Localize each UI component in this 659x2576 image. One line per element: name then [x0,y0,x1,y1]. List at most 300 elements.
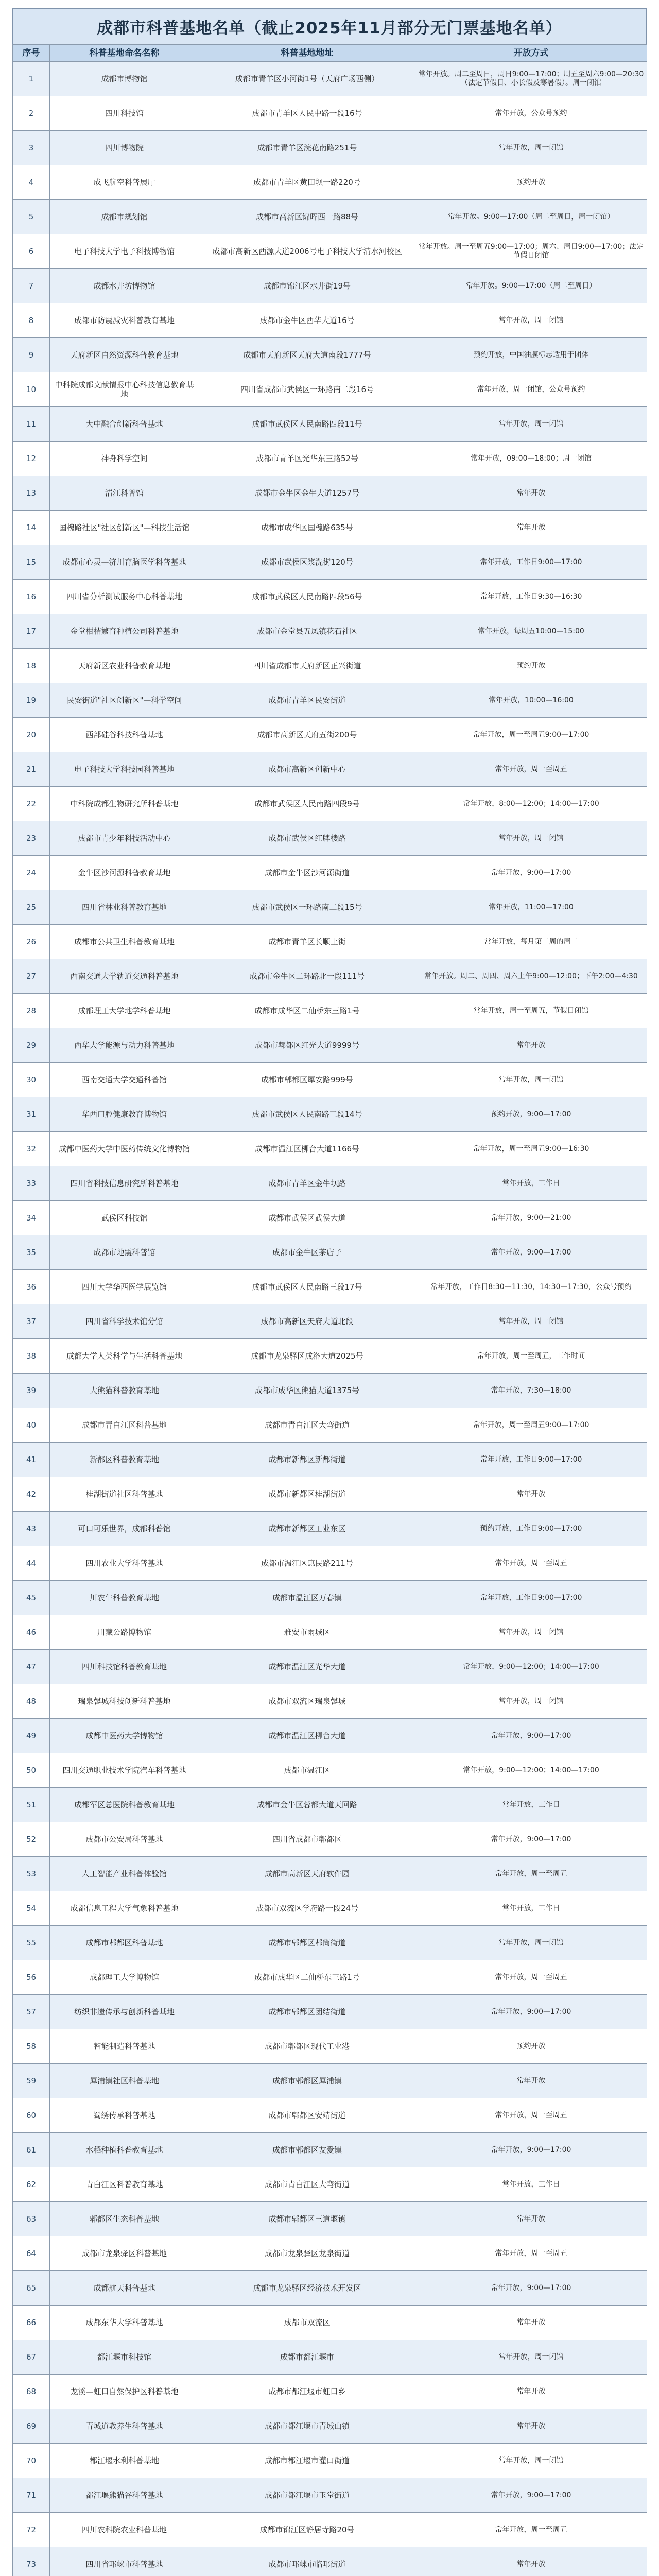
cell-address: 四川省成都市天府新区正兴街道 [199,649,415,683]
cell-opening-hours: 常年开放，工作日 [415,1891,647,1926]
table-row [13,1684,647,1719]
cell-address: 成都市龙泉驿区龙泉街道 [199,2236,415,2271]
cell-opening-hours: 常年开放 [415,2409,647,2444]
cell-opening-hours: 常年开放，周一至周五9:00—17:00 [415,1408,647,1443]
cell-index: 1 [13,62,50,96]
cell-index: 34 [13,1201,50,1235]
cell-base-name: 犀浦镇社区科普基地 [50,2064,199,2098]
table-row [13,1891,647,1926]
cell-address: 成都市锦江区水井街19号 [199,269,415,303]
cell-address: 四川省成都市武侯区一环路南二段16号 [199,372,415,407]
cell-base-name: 新都区科普教育基地 [50,1443,199,1477]
cell-opening-hours: 常年开放，10:00—16:00 [415,683,647,718]
table-row [13,2478,647,2513]
cell-opening-hours: 常年开放，工作日 [415,2167,647,2202]
cell-index: 9 [13,338,50,372]
cell-address: 成都市龙泉驿区经济技术开发区 [199,2271,415,2306]
table-row [13,1028,647,1063]
cell-base-name: 成都市博物馆 [50,62,199,96]
cell-base-name: 金堂柑桔繁育种植公司科普基地 [50,614,199,649]
cell-base-name: 四川农科院农业科普基地 [50,2513,199,2547]
cell-index: 22 [13,787,50,821]
table-body [13,62,647,2576]
cell-index: 58 [13,2029,50,2064]
cell-index: 70 [13,2444,50,2478]
cell-index: 45 [13,1581,50,1615]
cell-index: 8 [13,303,50,338]
cell-index: 14 [13,511,50,545]
cell-opening-hours: 常年开放，9:00—17:00 [415,2271,647,2306]
table-row [13,476,647,511]
cell-base-name: 四川省分析测试服务中心科普基地 [50,580,199,614]
table-row [13,2271,647,2306]
table-row [13,165,647,200]
cell-base-name: 成都市公安局科普基地 [50,1822,199,1857]
cell-address: 成都市青羊区金牛坝路 [199,1166,415,1201]
cell-index: 73 [13,2547,50,2576]
table-row [13,2444,647,2478]
cell-address: 成都市武侯区人民南路三段17号 [199,1270,415,1304]
cell-base-name: 神舟科学空间 [50,442,199,476]
cell-opening-hours: 常年开放，9:00—12:00；14:00—17:00 [415,1650,647,1684]
table-row [13,1960,647,1995]
table-row [13,2236,647,2271]
cell-opening-hours: 常年开放 [415,2375,647,2409]
table-row [13,1650,647,1684]
cell-index: 10 [13,372,50,407]
cell-address: 成都市武侯区人民南路四段11号 [199,407,415,442]
cell-opening-hours: 常年开放 [415,511,647,545]
cell-opening-hours: 常年开放，周一闭馆 [415,407,647,442]
table-row [13,200,647,234]
cell-index: 18 [13,649,50,683]
cell-opening-hours: 常年开放。周二至周日，周日9:00—17:00；周五至周六9:00—20:30（法定节假日、小长假及寒暑假）。周一闭馆 [415,62,647,96]
cell-opening-hours: 常年开放，工作日9:00—17:00 [415,545,647,580]
title-banner [12,8,647,44]
table-row [13,1546,647,1581]
cell-opening-hours: 常年开放，周一至周五，工作时间 [415,1339,647,1374]
cell-index: 43 [13,1512,50,1546]
table-row [13,649,647,683]
cell-index: 15 [13,545,50,580]
cell-address: 成都市武侯区红牌楼路 [199,821,415,856]
cell-base-name: 武侯区科技馆 [50,1201,199,1235]
cell-opening-hours: 常年开放，周一闭馆 [415,303,647,338]
table-row [13,234,647,269]
cell-base-name: 华西口腔健康教育博物馆 [50,1097,199,1132]
cell-address: 成都市双流区学府路一段24号 [199,1891,415,1926]
table-row [13,1926,647,1960]
cell-base-name: 金牛区沙河源科普教育基地 [50,856,199,890]
cell-base-name: 川藏公路博物馆 [50,1615,199,1650]
cell-index: 6 [13,234,50,269]
cell-opening-hours: 常年开放，周一闭馆 [415,131,647,165]
cell-base-name: 西南交通大学交通科普馆 [50,1063,199,1097]
cell-address: 成都市邛崃市临邛街道 [199,2547,415,2576]
cell-opening-hours: 常年开放 [415,1028,647,1063]
cell-address: 成都市新都区新都街道 [199,1443,415,1477]
table-row [13,511,647,545]
table-row [13,1201,647,1235]
cell-address: 成都市金牛区沙河源街道 [199,856,415,890]
cell-index: 47 [13,1650,50,1684]
header-base-name: 科普基地命名名称 [50,45,199,62]
cell-opening-hours: 常年开放。周二、周四、周六上午9:00—12:00；下午2:00—4:30 [415,959,647,994]
table-row [13,269,647,303]
cell-index: 65 [13,2271,50,2306]
cell-opening-hours: 常年开放，周一闭馆，公众号预约 [415,372,647,407]
cell-address: 成都市金牛区茶店子 [199,1235,415,1270]
cell-index: 49 [13,1719,50,1753]
table-header-row [13,45,647,62]
cell-opening-hours: 常年开放，09:00—18:00；周一闭馆 [415,442,647,476]
cell-address: 成都市青羊区民安街道 [199,683,415,718]
cell-index: 60 [13,2098,50,2133]
cell-address: 成都市龙泉驿区成洛大道2025号 [199,1339,415,1374]
cell-address: 四川省成都市郫都区 [199,1822,415,1857]
cell-index: 29 [13,1028,50,1063]
table-row [13,718,647,752]
table-row [13,372,647,407]
table-row [13,890,647,925]
cell-opening-hours: 常年开放，9:00—21:00 [415,1201,647,1235]
header-address: 科普基地地址 [199,45,415,62]
cell-index: 54 [13,1891,50,1926]
table-row [13,1788,647,1822]
cell-base-name: 智能制造科普基地 [50,2029,199,2064]
cell-address: 成都市都江堰市青城山镇 [199,2409,415,2444]
science-base-table [12,44,647,2576]
cell-index: 7 [13,269,50,303]
cell-address: 成都市新都区工业东区 [199,1512,415,1546]
cell-opening-hours: 常年开放，公众号预约 [415,96,647,131]
cell-address: 成都市温江区光华大道 [199,1650,415,1684]
cell-opening-hours: 常年开放，周一至周五9:00—16:30 [415,1132,647,1166]
cell-opening-hours: 常年开放，周一至周五，节假日闭馆 [415,994,647,1028]
cell-address: 成都市新都区桂湖街道 [199,1477,415,1512]
cell-index: 3 [13,131,50,165]
cell-address: 成都市温江区万春镇 [199,1581,415,1615]
cell-base-name: 桂湖街道社区科普基地 [50,1477,199,1512]
cell-index: 37 [13,1304,50,1339]
cell-index: 68 [13,2375,50,2409]
cell-base-name: 成都中医药大学博物馆 [50,1719,199,1753]
cell-index: 13 [13,476,50,511]
cell-opening-hours: 常年开放，工作日9:00—17:00 [415,1443,647,1477]
cell-opening-hours: 常年开放，周一至周五 [415,2098,647,2133]
cell-index: 20 [13,718,50,752]
cell-address: 雅安市雨城区 [199,1615,415,1650]
cell-address: 成都市成华区二仙桥东三路1号 [199,994,415,1028]
cell-base-name: 成都市公共卫生科普教育基地 [50,925,199,959]
cell-address: 成都市温江区柳台大道1166号 [199,1132,415,1166]
cell-index: 38 [13,1339,50,1374]
cell-index: 26 [13,925,50,959]
cell-opening-hours: 预约开放 [415,165,647,200]
cell-index: 42 [13,1477,50,1512]
table-row [13,1581,647,1615]
cell-base-name: 大熊猫科普教育基地 [50,1374,199,1408]
cell-base-name: 西华大学能源与动力科普基地 [50,1028,199,1063]
cell-opening-hours: 常年开放，周一闭馆 [415,1684,647,1719]
cell-index: 48 [13,1684,50,1719]
table-row [13,1408,647,1443]
cell-base-name: 西南交通大学轨道交通科普基地 [50,959,199,994]
table-row [13,1995,647,2029]
table-row [13,62,647,96]
table-row [13,2202,647,2236]
header-opening: 开放方式 [415,45,647,62]
cell-address: 成都市都江堰市玉堂街道 [199,2478,415,2513]
table-row [13,1443,647,1477]
cell-opening-hours: 常年开放，9:00—17:00 [415,1235,647,1270]
cell-index: 46 [13,1615,50,1650]
table-row [13,2098,647,2133]
cell-address: 成都市郫都区郫筒街道 [199,1926,415,1960]
table-row [13,1063,647,1097]
table-row [13,925,647,959]
cell-index: 12 [13,442,50,476]
table-row [13,96,647,131]
cell-index: 41 [13,1443,50,1477]
cell-opening-hours: 预约开放，工作日9:00—17:00 [415,1512,647,1546]
cell-address: 成都市都江堰市灌口街道 [199,2444,415,2478]
cell-opening-hours: 常年开放，周一闭馆 [415,1063,647,1097]
table-row [13,2375,647,2409]
cell-base-name: 成都市龙泉驿区科普基地 [50,2236,199,2271]
cell-base-name: 成都理工大学博物馆 [50,1960,199,1995]
table-row [13,1235,647,1270]
cell-base-name: 四川交通职业技术学院汽车科普基地 [50,1753,199,1788]
table-row [13,2167,647,2202]
table-row [13,1304,647,1339]
cell-base-name: 成都理工大学地学科普基地 [50,994,199,1028]
cell-opening-hours: 常年开放，周一至周五 [415,1960,647,1995]
cell-address: 成都市郫都区犀安路999号 [199,1063,415,1097]
cell-opening-hours: 常年开放，工作日9:30—16:30 [415,580,647,614]
cell-index: 33 [13,1166,50,1201]
table-row [13,1477,647,1512]
table-row [13,131,647,165]
cell-index: 44 [13,1546,50,1581]
cell-address: 成都市成华区熊猫大道1375号 [199,1374,415,1408]
cell-index: 39 [13,1374,50,1408]
cell-index: 53 [13,1857,50,1891]
cell-base-name: 国槐路社区"社区创新区"—科技生活馆 [50,511,199,545]
cell-base-name: 大中融合创新科普基地 [50,407,199,442]
cell-address: 成都市金牛区蓉都大道天回路 [199,1788,415,1822]
cell-base-name: 成都市青白江区科普基地 [50,1408,199,1443]
table-row [13,2409,647,2444]
cell-opening-hours: 常年开放，周一闭馆 [415,2340,647,2375]
table-row [13,1857,647,1891]
cell-base-name: 四川省科技信息研究所科普基地 [50,1166,199,1201]
cell-address: 成都市高新区天府五街200号 [199,718,415,752]
cell-address: 成都市金牛区金牛大道1257号 [199,476,415,511]
cell-opening-hours: 常年开放，每月第二周的周二 [415,925,647,959]
cell-address: 成都市郫都区现代工业港 [199,2029,415,2064]
cell-base-name: 电子科技大学电子科技博物馆 [50,234,199,269]
table-row [13,1339,647,1374]
header-index: 序号 [13,45,50,62]
cell-index: 5 [13,200,50,234]
cell-opening-hours: 常年开放，周一闭馆 [415,1926,647,1960]
cell-base-name: 都江堰市科技馆 [50,2340,199,2375]
cell-index: 30 [13,1063,50,1097]
cell-index: 51 [13,1788,50,1822]
cell-opening-hours: 常年开放，工作日 [415,1166,647,1201]
cell-base-name: 水稻种植科普教育基地 [50,2133,199,2167]
cell-index: 66 [13,2306,50,2340]
cell-opening-hours: 常年开放，9:00—12:00；14:00—17:00 [415,1753,647,1788]
cell-address: 成都市武侯区浆洗街120号 [199,545,415,580]
cell-index: 72 [13,2513,50,2547]
cell-opening-hours: 常年开放，周一闭馆 [415,1304,647,1339]
table-row [13,787,647,821]
cell-base-name: 四川大学华西医学展览馆 [50,1270,199,1304]
cell-opening-hours: 常年开放 [415,2064,647,2098]
cell-opening-hours: 常年开放，周一至周五 [415,2236,647,2271]
cell-opening-hours: 常年开放，工作日 [415,1788,647,1822]
cell-base-name: 成都水井坊博物馆 [50,269,199,303]
cell-opening-hours: 预约开放 [415,649,647,683]
cell-address: 成都市双流区瑞泉馨城 [199,1684,415,1719]
cell-base-name: 纺织非遗传承与创新科普基地 [50,1995,199,2029]
cell-opening-hours: 常年开放，周一闭馆 [415,821,647,856]
cell-index: 61 [13,2133,50,2167]
cell-address: 成都市成华区二仙桥东三路1号 [199,1960,415,1995]
table-row [13,338,647,372]
cell-address: 成都市青羊区小河街1号（天府广场西侧） [199,62,415,96]
cell-address: 成都市温江区惠民路211号 [199,1546,415,1581]
table-row [13,2547,647,2576]
cell-index: 11 [13,407,50,442]
cell-opening-hours: 常年开放 [415,2547,647,2576]
cell-address: 成都市青羊区光华东三路52号 [199,442,415,476]
cell-opening-hours: 常年开放，9:00—17:00 [415,1719,647,1753]
cell-opening-hours: 常年开放 [415,2202,647,2236]
cell-address: 成都市高新区天府大道北段 [199,1304,415,1339]
cell-address: 成都市双流区 [199,2306,415,2340]
cell-base-name: 成都信息工程大学气象科普基地 [50,1891,199,1926]
cell-address: 成都市武侯区人民南路三段14号 [199,1097,415,1132]
cell-address: 成都市武侯区武侯大道 [199,1201,415,1235]
cell-opening-hours: 常年开放，工作日8:30—11:30，14:30—17:30，公众号预约 [415,1270,647,1304]
cell-base-name: 都江堰水利科普基地 [50,2444,199,2478]
table-row [13,821,647,856]
cell-opening-hours: 常年开放 [415,2306,647,2340]
cell-opening-hours: 常年开放。9:00—17:00（周二至周日，周一闭馆） [415,200,647,234]
table-row [13,959,647,994]
table-row [13,2340,647,2375]
cell-address: 成都市金牛区二环路北一段111号 [199,959,415,994]
cell-base-name: 蜀绣传承科普基地 [50,2098,199,2133]
cell-address: 成都市天府新区天府大道南段1777号 [199,338,415,372]
table-row [13,2133,647,2167]
cell-base-name: 瑞泉馨城科技创新科普基地 [50,1684,199,1719]
cell-base-name: 成都中医药大学中医药传统文化博物馆 [50,1132,199,1166]
table-row [13,1270,647,1304]
cell-base-name: 成飞航空科普展厅 [50,165,199,200]
table-row [13,2029,647,2064]
cell-index: 67 [13,2340,50,2375]
cell-base-name: 四川省林业科普教育基地 [50,890,199,925]
cell-opening-hours: 预约开放，9:00—17:00 [415,1097,647,1132]
cell-opening-hours: 常年开放，9:00—17:00 [415,2478,647,2513]
cell-address: 成都市郫都区安靖街道 [199,2098,415,2133]
cell-address: 成都市锦江区静居寺路20号 [199,2513,415,2547]
table-row [13,1615,647,1650]
cell-opening-hours: 常年开放，周一至周五 [415,1546,647,1581]
cell-base-name: 民安街道"社区创新区"—科学空间 [50,683,199,718]
cell-index: 50 [13,1753,50,1788]
cell-index: 56 [13,1960,50,1995]
cell-address: 成都市郫都区团结街道 [199,1995,415,2029]
cell-address: 成都市温江区柳台大道 [199,1719,415,1753]
table-row [13,580,647,614]
cell-address: 成都市青白江区大弯街道 [199,2167,415,2202]
cell-address: 成都市郫都区三道堰镇 [199,2202,415,2236]
cell-index: 57 [13,1995,50,2029]
cell-address: 成都市温江区 [199,1753,415,1788]
table-row [13,683,647,718]
cell-address: 成都市武侯区人民南路四段56号 [199,580,415,614]
cell-base-name: 成都航天科普基地 [50,2271,199,2306]
cell-index: 64 [13,2236,50,2271]
cell-index: 63 [13,2202,50,2236]
cell-base-name: 青城道教养生科普基地 [50,2409,199,2444]
cell-address: 成都市青羊区黄田坝一路220号 [199,165,415,200]
table-row [13,2064,647,2098]
table-row [13,1166,647,1201]
table-row [13,856,647,890]
cell-address: 成都市郫都区红光大道9999号 [199,1028,415,1063]
cell-base-name: 四川博物院 [50,131,199,165]
cell-index: 23 [13,821,50,856]
cell-index: 2 [13,96,50,131]
cell-base-name: 清江科普馆 [50,476,199,511]
cell-base-name: 中科院成都生物研究所科普基地 [50,787,199,821]
table-row [13,1374,647,1408]
cell-base-name: 成都军区总医院科普教育基地 [50,1788,199,1822]
cell-index: 55 [13,1926,50,1960]
cell-base-name: 四川科技馆 [50,96,199,131]
cell-index: 27 [13,959,50,994]
cell-index: 59 [13,2064,50,2098]
cell-address: 成都市武侯区一环路南二段15号 [199,890,415,925]
cell-index: 21 [13,752,50,787]
cell-index: 28 [13,994,50,1028]
cell-address: 成都市青羊区长顺上街 [199,925,415,959]
table-row [13,2306,647,2340]
cell-opening-hours: 常年开放，周一闭馆 [415,2444,647,2478]
cell-base-name: 青白江区科普教育基地 [50,2167,199,2202]
cell-address: 成都市高新区西源大道2006号电子科技大学清水河校区 [199,234,415,269]
cell-opening-hours: 常年开放，周一至周五9:00—17:00 [415,718,647,752]
cell-opening-hours: 常年开放，周一至周五 [415,2513,647,2547]
cell-address: 成都市都江堰市虹口乡 [199,2375,415,2409]
cell-address: 成都市高新区锦晖西一路88号 [199,200,415,234]
table-row [13,407,647,442]
cell-index: 4 [13,165,50,200]
table-row [13,1097,647,1132]
cell-index: 40 [13,1408,50,1443]
cell-address: 成都市郫都区犀浦镇 [199,2064,415,2098]
cell-address: 成都市金堂县五凤镇花石社区 [199,614,415,649]
cell-opening-hours: 常年开放。9:00—17:00（周二至周日） [415,269,647,303]
cell-address: 成都市武侯区人民南路四段9号 [199,787,415,821]
table-row [13,614,647,649]
